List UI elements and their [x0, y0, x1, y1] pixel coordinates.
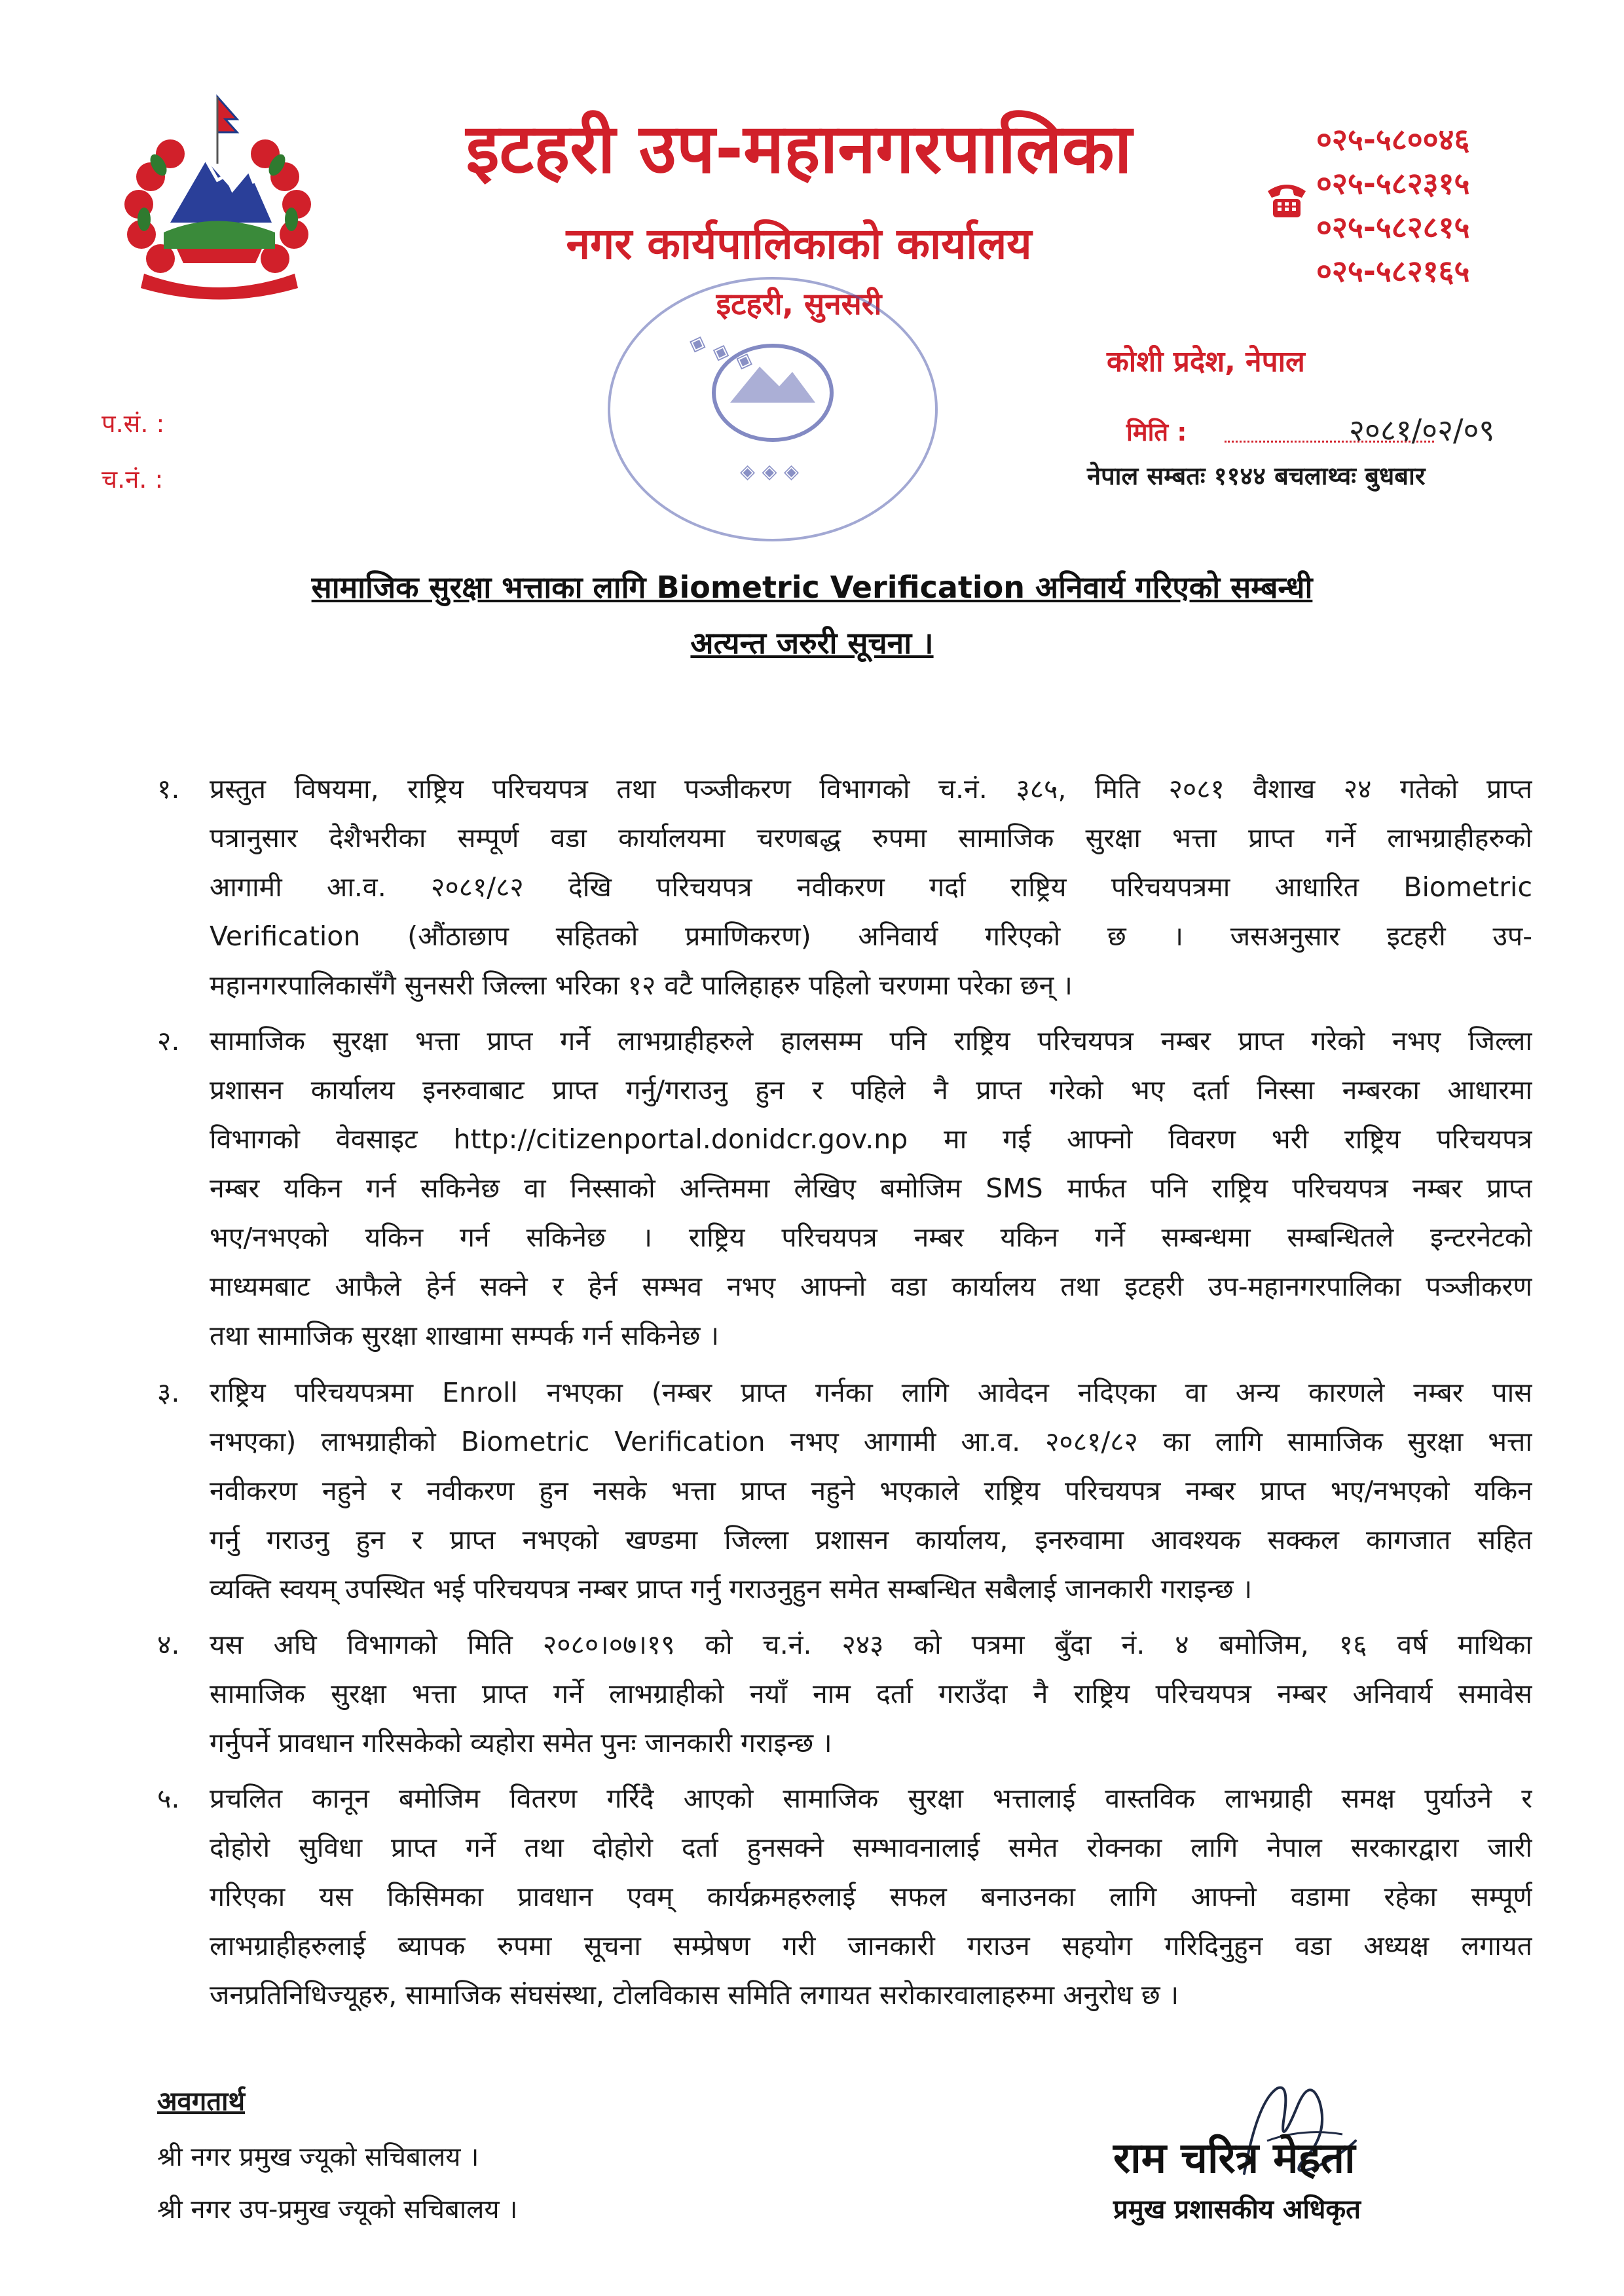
- item-line: नम्बर यकिन गर्न सकिनेछ वा निस्साको अन्तिममा लेखिए बमोजिम SMS मार्फत पनि राष्ट्रिय परिचयपत्र नम्बर प्राप्त: [210, 1173, 1532, 1204]
- item-line: जनप्रतिनिधिज्यूहरु, सामाजिक संघसंस्था, टोलविकास समिति लगायत सरोकारवालाहरुमा अनुरोध छ ।: [210, 1979, 1179, 2011]
- list-item: [157, 765, 1532, 1010]
- item-line: लाभग्राहीहरुलाई ब्यापक रुपमा सूचना सम्प्रेषण गरी जानकारी गराउन सहयोग गरिदिनुहुन वडा अध्यक्ष लगायत: [210, 1930, 1532, 1961]
- signer-title: प्रमुख प्रशासकीय अधिकृत: [1113, 2195, 1361, 2225]
- item-number: २.: [157, 1025, 180, 1057]
- cc-recipient: श्री नगर उप-प्रमुख ज्यूको सचिबालय ।: [157, 2195, 518, 2225]
- nepal-emblem-icon: [98, 92, 341, 308]
- list-item: [157, 1017, 1532, 1360]
- item-number: ४.: [157, 1629, 180, 1660]
- subject-line-1: सामाजिक सुरक्षा भत्ताका लागि Biometric Verification अनिवार्य गरिएको सम्बन्धी: [311, 570, 1313, 605]
- item-line: प्रचलित कानून बमोजिम वितरण गर्रिदै आएको सामाजिक सुरक्षा भत्तालाई वास्तविक लाभग्राही समक्ष पुर्याउने र: [210, 1783, 1532, 1814]
- nepal-sambat-date: नेपाल सम्बतः ११४४ बचलाथ्वः बुधबार: [1087, 462, 1426, 490]
- item-line: आगामी आ.व. २०८१/८२ देखि परिचयपत्र नवीकरण गर्दा राष्ट्रिय परिचयपत्रमा आधारित Biometric: [210, 871, 1532, 903]
- item-line: विभागको वेवसाइट http://citizenportal.donidcr.gov.np मा गई आफ्नो विवरण भरी राष्ट्रिय परिचयपत्र: [210, 1123, 1532, 1155]
- item-line: Verification (औंठाछाप सहितको प्रमाणिकरण) अनिवार्य गरिएको छ । जसअनुसार इटहरी उप-: [210, 920, 1532, 952]
- subject-line-2: अत्यन्त जरुरी सूचना ।: [690, 625, 934, 661]
- office-name: नगर कार्यपालिकाको कार्यालय: [566, 219, 1032, 269]
- item-number: ५.: [157, 1783, 180, 1814]
- office-place: इटहरी, सुनसरी: [716, 286, 882, 321]
- list-item: [157, 1774, 1532, 2020]
- item-number: १.: [157, 773, 180, 805]
- item-line: दोहोरो सुविधा प्राप्त गर्ने तथा दोहोरो दर्ता हुनसक्ने सम्भावनालाई समेत रोक्नका लागि नेपाल सरकारद्वारा जारी: [210, 1832, 1532, 1863]
- cc-recipient: श्री नगर प्रमुख ज्यूको सचिबालय ।: [157, 2142, 479, 2172]
- item-line: गर्नुपर्ने प्रावधान गरिसकेको व्यहोरा समेत पुनः जानकारी गराइन्छ ।: [210, 1727, 832, 1758]
- item-line: व्यक्ति स्वयम् उपस्थित भई परिचयपत्र नम्बर प्राप्त गर्नु गराउनुहुन समेत सम्बन्धित सबैलाई जानकारी गराइन्छ ।: [210, 1573, 1253, 1605]
- item-line: सामाजिक सुरक्षा भत्ता प्राप्त गर्ने लाभग्राहीको नयाँ नाम दर्ता गराउँदा नै राष्ट्रिय परिचयपत्र नम्बर अनिवार्य समावेस: [210, 1678, 1532, 1709]
- item-line: राष्ट्रिय परिचयपत्रमा Enroll नभएका (नम्बर प्राप्त गर्नका लागि आवेदन नदिएका वा अन्य कारणले नम्बर पास: [210, 1377, 1532, 1408]
- list-item: [157, 1620, 1532, 1768]
- ref-number-label: प.सं. :: [101, 409, 165, 438]
- date-label: मिति :: [1126, 418, 1187, 446]
- item-line: माध्यमबाट आफैले हेर्न सक्ने र हेर्न सम्भव नभए आफ्नो वडा कार्यालय तथा इटहरी उप-महानगरपालिका पञ्जीकरण: [210, 1271, 1532, 1302]
- item-line: गर्नु गराउनु हुन र प्राप्त नभएको खण्डमा जिल्ला प्रशासन कार्यालय, इनरुवामा आवश्यक सक्कल कागजात सहित: [210, 1524, 1532, 1556]
- item-line: तथा सामाजिक सुरक्षा शाखामा सम्पर्क गर्न सकिनेछ ।: [210, 1320, 719, 1351]
- item-line: प्रस्तुत विषयमा, राष्ट्रिय परिचयपत्र तथा पञ्जीकरण विभागको च.नं. ३८५, मिति २०८१ वैशाख २४ गतेको प्राप्त: [210, 773, 1532, 805]
- phone-numbers: [1316, 118, 1578, 293]
- phone-number: ०२५-५८२८१५: [1316, 210, 1470, 245]
- item-number: ३.: [157, 1377, 180, 1408]
- date-value: २०८१/०२/०९: [1349, 412, 1495, 448]
- svg-text:◈ ◈ ◈: ◈ ◈ ◈: [740, 460, 800, 483]
- item-line: पत्रानुसार देशैभरीका सम्पूर्ण वडा कार्यालयमा चरणबद्ध रुपमा सामाजिक सुरक्षा भत्ता प्राप्त गर्ने लाभग्राहीहरुको: [210, 822, 1532, 854]
- cc-heading: अवगतार्थ: [157, 2086, 246, 2117]
- item-line: महानगरपालिकासँगै सुनसरी जिल्ला भरिका १२ वटै पालिहाहरु पहिलो चरणमा परेका छन् ।: [210, 970, 1073, 1001]
- item-line: नवीकरण नहुने र नवीकरण हुन नसके भत्ता प्राप्त नहुने भएकाले राष्ट्रिय परिचयपत्र नम्बर प्राप्त भए/नभएको यकिन: [210, 1475, 1532, 1506]
- signer-name: राम चरित्र मेहता: [1113, 2134, 1356, 2183]
- item-line: भए/नभएको यकिन गर्न सकिनेछ । राष्ट्रिय परिचयपत्र नम्बर यकिन गर्ने सम्बन्धमा सम्बन्धितले इन्टरनेटको: [210, 1222, 1532, 1253]
- item-line: यस अघि विभागको मिति २०८०।०७।१९ को च.नं. २४३ को पत्रमा बुँदा नं. ४ बमोजिम, १६ वर्ष माथिका: [210, 1629, 1532, 1660]
- item-line: नभएका) लाभग्राहीको Biometric Verification नभए आगामी आ.व. २०८१/८२ का लागि सामाजिक सुरक्षा भत्ता: [210, 1426, 1532, 1457]
- dispatch-number-label: च.नं. :: [101, 465, 164, 494]
- svg-text:◈ ◈ ◈: ◈ ◈ ◈: [685, 327, 758, 376]
- item-line: सामाजिक सुरक्षा भत्ता प्राप्त गर्ने लाभग्राहीहरुले हालसम्म पनि राष्ट्रिय परिचयपत्र नम्बर प्राप्त गरेको नभए जिल्ला: [210, 1025, 1532, 1057]
- phone-number: ०२५-५८२३१५: [1316, 166, 1470, 201]
- office-seal-stamp: [589, 262, 956, 550]
- date-field: [1126, 409, 1545, 448]
- item-line: प्रशासन कार्यालय इनरुवाबाट प्राप्त गर्नु/गराउनु हुन र पहिले नै प्राप्त गरेको भए दर्ता निस्सा नम्बरका आधारमा: [210, 1074, 1532, 1106]
- list-item: [157, 1368, 1532, 1614]
- phone-number: ०२५-५८२१६५: [1316, 253, 1470, 289]
- org-name: इटहरी उप-महानगरपालिका: [466, 109, 1132, 189]
- province: कोशी प्रदेश, नेपाल: [1107, 345, 1305, 378]
- phone-number: ०२५-५८००४६: [1316, 122, 1470, 157]
- item-line: गरिएका यस किसिमका प्रावधान एवम् कार्यक्रमहरुलाई सफल बनाउनका लागि आफ्नो वडामा रहेका सम्पूर्ण: [210, 1881, 1532, 1912]
- telephone-icon: [1264, 175, 1310, 221]
